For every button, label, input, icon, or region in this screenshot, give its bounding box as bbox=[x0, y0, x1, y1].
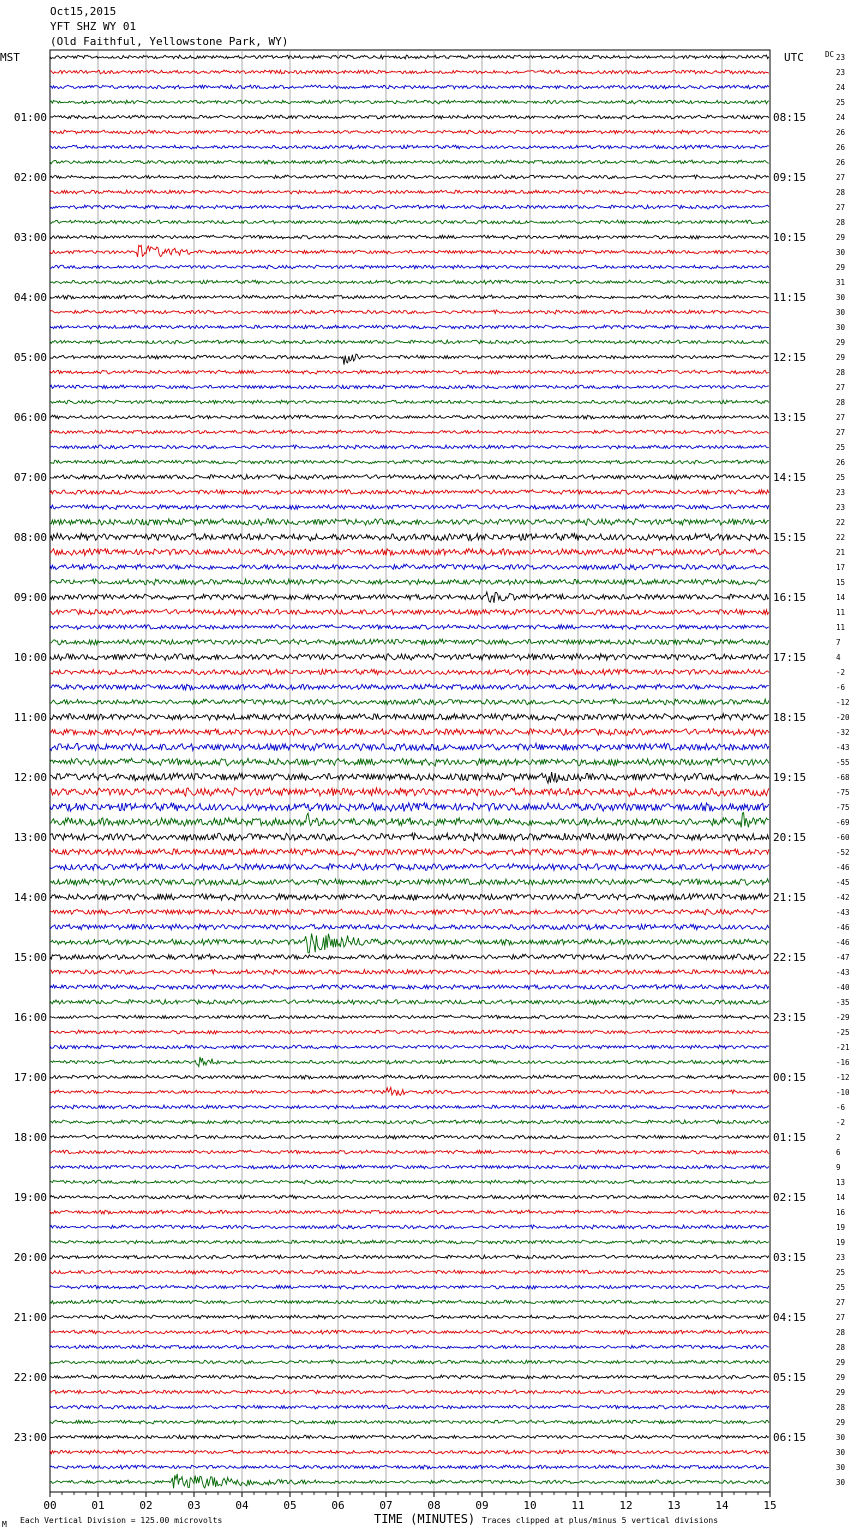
dc-offset-label: 7 bbox=[836, 638, 841, 647]
dc-offset-label: 29 bbox=[836, 263, 846, 272]
right-hour-label: 15:15 bbox=[773, 531, 807, 544]
right-hour-label: 21:15 bbox=[773, 891, 807, 904]
seismic-trace bbox=[50, 833, 769, 841]
dc-offset-label: -29 bbox=[836, 1013, 850, 1022]
dc-offset-label: -68 bbox=[836, 773, 850, 782]
left-hour-label: 13:00 bbox=[13, 831, 47, 844]
seismic-trace bbox=[50, 699, 769, 705]
dc-offset-label: 25 bbox=[836, 443, 846, 452]
seismic-trace bbox=[50, 475, 769, 480]
dc-offset-label: 21 bbox=[836, 548, 846, 557]
x-tick-label: 08 bbox=[427, 1499, 441, 1512]
dc-offset-label: 23 bbox=[836, 503, 846, 512]
dc-offset-label: -46 bbox=[836, 863, 850, 872]
left-hour-label: 06:00 bbox=[13, 411, 47, 424]
dc-offset-label: -2 bbox=[836, 1118, 846, 1127]
seismic-trace bbox=[50, 1390, 769, 1394]
dc-offset-label: 17 bbox=[836, 563, 846, 572]
seismic-trace bbox=[50, 130, 769, 134]
seismic-trace bbox=[50, 1030, 769, 1034]
seismic-trace bbox=[50, 1057, 769, 1067]
right-hour-label: 17:15 bbox=[773, 651, 807, 664]
right-hour-label: 23:15 bbox=[773, 1011, 807, 1024]
left-hour-label: 17:00 bbox=[13, 1071, 47, 1084]
right-hour-label: 02:15 bbox=[773, 1191, 807, 1204]
labels bbox=[14, 53, 850, 1512]
dc-offset-label: 27 bbox=[836, 1298, 846, 1307]
dc-offset-label: 28 bbox=[836, 188, 846, 197]
x-tick-label: 11 bbox=[571, 1499, 585, 1512]
dc-offset-label: 29 bbox=[836, 1358, 846, 1367]
right-hour-label: 03:15 bbox=[773, 1251, 807, 1264]
dc-offset-label: -32 bbox=[836, 728, 850, 737]
seismic-trace bbox=[50, 803, 769, 812]
dc-offset-label: 29 bbox=[836, 1418, 846, 1427]
dc-offset-label: 19 bbox=[836, 1223, 846, 1232]
x-tick-label: 15 bbox=[763, 1499, 777, 1512]
right-hour-label: 12:15 bbox=[773, 351, 807, 364]
left-hour-label: 11:00 bbox=[13, 711, 47, 724]
dc-offset-label: 29 bbox=[836, 1388, 846, 1397]
seismic-trace bbox=[50, 1285, 769, 1289]
dc-offset-label: -42 bbox=[836, 893, 850, 902]
seismic-trace bbox=[50, 788, 769, 797]
seismic-trace bbox=[50, 310, 769, 314]
dc-offset-label: 11 bbox=[836, 623, 846, 632]
seismic-trace bbox=[50, 490, 769, 495]
x-tick-label: 12 bbox=[619, 1499, 633, 1512]
seismic-trace bbox=[50, 1225, 769, 1229]
dc-offset-label: -12 bbox=[836, 698, 850, 707]
seismic-trace bbox=[50, 460, 769, 464]
dc-offset-label: 29 bbox=[836, 353, 846, 362]
left-hour-label: 09:00 bbox=[13, 591, 47, 604]
traces bbox=[50, 55, 769, 1488]
left-timezone-label: MST bbox=[0, 51, 20, 64]
seismic-trace bbox=[50, 1000, 769, 1005]
right-hour-label: 04:15 bbox=[773, 1311, 807, 1324]
seismic-trace bbox=[50, 1045, 769, 1049]
dc-offset-label: -46 bbox=[836, 923, 850, 932]
dc-offset-label: 30 bbox=[836, 248, 846, 257]
seismic-trace bbox=[50, 295, 769, 299]
dc-offset-label: 27 bbox=[836, 413, 846, 422]
left-hour-label: 03:00 bbox=[13, 231, 47, 244]
dc-offset-label: -55 bbox=[836, 758, 850, 767]
dc-offset-label: 24 bbox=[836, 83, 846, 92]
seismic-trace bbox=[50, 55, 769, 59]
left-hour-label: 02:00 bbox=[13, 171, 47, 184]
dc-offset-label: 26 bbox=[836, 458, 846, 467]
seismic-trace bbox=[50, 879, 769, 886]
seismic-trace bbox=[50, 625, 769, 630]
seismic-trace bbox=[50, 549, 769, 556]
seismic-trace bbox=[50, 864, 769, 871]
left-hour-label: 16:00 bbox=[13, 1011, 47, 1024]
dc-offset-label: 28 bbox=[836, 1403, 846, 1412]
seismic-trace bbox=[50, 564, 769, 570]
seismic-trace bbox=[50, 445, 769, 449]
dc-offset-label: 26 bbox=[836, 143, 846, 152]
footer-clip-note: Traces clipped at plus/minus 5 vertical divisions bbox=[482, 1516, 719, 1525]
dc-offset-label: 29 bbox=[836, 233, 846, 242]
seismic-trace bbox=[50, 1240, 769, 1244]
left-hour-label: 23:00 bbox=[13, 1431, 47, 1444]
seismic-trace bbox=[50, 1015, 769, 1019]
dc-offset-label: -46 bbox=[836, 938, 850, 947]
seismic-trace bbox=[50, 245, 769, 257]
seismic-trace bbox=[50, 519, 769, 526]
dc-offset-label: 28 bbox=[836, 398, 846, 407]
right-hour-label: 11:15 bbox=[773, 291, 807, 304]
seismic-trace bbox=[50, 175, 769, 179]
x-tick-label: 04 bbox=[235, 1499, 249, 1512]
left-hour-label: 05:00 bbox=[13, 351, 47, 364]
seismic-trace bbox=[50, 1450, 769, 1454]
dc-offset-label: 23 bbox=[836, 68, 846, 77]
left-hour-label: 07:00 bbox=[13, 471, 47, 484]
x-tick-label: 09 bbox=[475, 1499, 489, 1512]
x-tick-label: 05 bbox=[283, 1499, 297, 1512]
seismic-trace bbox=[50, 684, 769, 690]
seismic-trace bbox=[50, 654, 769, 661]
seismic-trace bbox=[50, 533, 769, 541]
dc-offset-label: 28 bbox=[836, 218, 846, 227]
dc-offset-label: 11 bbox=[836, 608, 846, 617]
dc-offset-label: 27 bbox=[836, 173, 846, 182]
dc-offset-label: 27 bbox=[836, 203, 846, 212]
station-code: YFT SHZ WY 01 bbox=[50, 20, 137, 33]
dc-offset-label: 28 bbox=[836, 368, 846, 377]
seismic-trace bbox=[50, 1345, 769, 1349]
left-hour-label: 15:00 bbox=[13, 951, 47, 964]
x-tick-label: 02 bbox=[139, 1499, 153, 1512]
dc-offset-label: -75 bbox=[836, 788, 850, 797]
right-hour-label: 01:15 bbox=[773, 1131, 807, 1144]
seismic-trace bbox=[50, 1315, 769, 1319]
seismic-trace bbox=[50, 370, 769, 374]
seismic-trace bbox=[50, 1465, 769, 1469]
seismic-trace bbox=[50, 813, 769, 828]
dc-offset-label: -20 bbox=[836, 713, 850, 722]
dc-offset-label: 30 bbox=[836, 1448, 846, 1457]
dc-label: DC bbox=[825, 50, 835, 59]
seismic-trace bbox=[50, 505, 769, 510]
seismic-trace bbox=[50, 1405, 769, 1409]
seismic-trace bbox=[50, 970, 769, 975]
dc-offset-label: 16 bbox=[836, 1208, 846, 1217]
seismic-trace bbox=[50, 579, 769, 585]
dc-offset-label: -6 bbox=[836, 1103, 846, 1112]
seismic-trace bbox=[50, 190, 769, 194]
dc-offset-label: 27 bbox=[836, 383, 846, 392]
dc-offset-label: -21 bbox=[836, 1043, 850, 1052]
seismic-trace bbox=[50, 1195, 769, 1199]
dc-offset-label: 25 bbox=[836, 1268, 846, 1277]
dc-offset-label: 30 bbox=[836, 323, 846, 332]
seismic-trace bbox=[50, 1150, 769, 1154]
seismic-trace bbox=[50, 280, 769, 284]
left-hour-label: 22:00 bbox=[13, 1371, 47, 1384]
seismic-trace bbox=[50, 743, 769, 750]
right-hour-label: 05:15 bbox=[773, 1371, 807, 1384]
seismic-trace bbox=[50, 1105, 769, 1109]
dc-offset-label: 30 bbox=[836, 1433, 846, 1442]
left-hour-label: 21:00 bbox=[13, 1311, 47, 1324]
seismic-trace bbox=[50, 430, 769, 434]
dc-offset-label: -43 bbox=[836, 743, 850, 752]
dc-offset-label: 28 bbox=[836, 1343, 846, 1352]
dc-offset-label: 30 bbox=[836, 1463, 846, 1472]
seismic-trace bbox=[50, 415, 769, 419]
dc-offset-label: 24 bbox=[836, 113, 846, 122]
dc-offset-label: 15 bbox=[836, 578, 846, 587]
dc-offset-label: -60 bbox=[836, 833, 850, 842]
seismic-trace bbox=[50, 1120, 769, 1124]
seismic-trace bbox=[50, 609, 769, 615]
dc-offset-label: -40 bbox=[836, 983, 850, 992]
seismic-trace bbox=[50, 70, 769, 74]
x-tick-label: 00 bbox=[43, 1499, 57, 1512]
seismic-trace bbox=[50, 1474, 769, 1489]
dc-offset-label: 30 bbox=[836, 1478, 846, 1487]
seismic-trace bbox=[50, 909, 769, 915]
left-hour-label: 12:00 bbox=[13, 771, 47, 784]
dc-offset-label: 27 bbox=[836, 1313, 846, 1322]
seismic-trace bbox=[50, 1135, 769, 1139]
dc-offset-label: -45 bbox=[836, 878, 850, 887]
seismic-trace bbox=[50, 924, 769, 930]
seismic-trace bbox=[50, 1165, 769, 1169]
dc-offset-label: -75 bbox=[836, 803, 850, 812]
dc-offset-label: 23 bbox=[836, 1253, 846, 1262]
x-tick-label: 06 bbox=[331, 1499, 345, 1512]
dc-offset-label: 26 bbox=[836, 128, 846, 137]
x-tick-label: 03 bbox=[187, 1499, 201, 1512]
seismic-trace bbox=[50, 160, 769, 164]
seismic-trace bbox=[50, 1180, 769, 1184]
right-timezone-label: UTC bbox=[784, 51, 804, 64]
seismic-trace bbox=[50, 934, 769, 954]
seismic-trace bbox=[50, 1435, 769, 1439]
dc-offset-label: -43 bbox=[836, 968, 850, 977]
footer-division-note: Each Vertical Division = 125.00 microvolts bbox=[20, 1516, 223, 1525]
dc-offset-label: -10 bbox=[836, 1088, 850, 1097]
seismic-trace bbox=[50, 400, 769, 404]
dc-offset-label: 23 bbox=[836, 53, 846, 62]
dc-offset-label: 2 bbox=[836, 1133, 841, 1142]
dc-offset-label: 22 bbox=[836, 533, 846, 542]
dc-offset-label: 30 bbox=[836, 293, 846, 302]
dc-offset-label: 23 bbox=[836, 488, 846, 497]
seismic-trace bbox=[50, 1300, 769, 1304]
seismic-trace bbox=[50, 714, 769, 721]
left-hour-label: 08:00 bbox=[13, 531, 47, 544]
dc-offset-label: 25 bbox=[836, 1283, 846, 1292]
seismic-trace bbox=[50, 220, 769, 224]
right-hour-label: 13:15 bbox=[773, 411, 807, 424]
seismic-trace bbox=[50, 954, 769, 960]
left-hour-label: 19:00 bbox=[13, 1191, 47, 1204]
right-hour-label: 06:15 bbox=[773, 1431, 807, 1444]
seismic-trace bbox=[50, 1075, 769, 1079]
x-tick-label: 10 bbox=[523, 1499, 537, 1512]
left-hour-label: 18:00 bbox=[13, 1131, 47, 1144]
dc-offset-label: -16 bbox=[836, 1058, 850, 1067]
dc-offset-label: -69 bbox=[836, 818, 850, 827]
right-hour-label: 19:15 bbox=[773, 771, 807, 784]
seismic-trace bbox=[50, 235, 769, 239]
footer-mark: M bbox=[2, 1520, 7, 1529]
dc-offset-label: 25 bbox=[836, 98, 846, 107]
left-hour-label: 10:00 bbox=[13, 651, 47, 664]
dc-offset-label: 13 bbox=[836, 1178, 846, 1187]
right-hour-label: 09:15 bbox=[773, 171, 807, 184]
left-hour-label: 01:00 bbox=[13, 111, 47, 124]
right-hour-label: 10:15 bbox=[773, 231, 807, 244]
dc-offset-label: 14 bbox=[836, 593, 846, 602]
x-tick-label: 14 bbox=[715, 1499, 729, 1512]
dc-offset-label: 27 bbox=[836, 428, 846, 437]
seismic-trace bbox=[50, 385, 769, 389]
dc-offset-label: 28 bbox=[836, 1328, 846, 1337]
right-hour-label: 20:15 bbox=[773, 831, 807, 844]
seismic-trace bbox=[50, 894, 769, 901]
plot-date: Oct15,2015 bbox=[50, 5, 117, 18]
seismic-trace bbox=[50, 1087, 769, 1095]
dc-offset-label: 26 bbox=[836, 158, 846, 167]
right-hour-label: 16:15 bbox=[773, 591, 807, 604]
seismic-trace bbox=[50, 1210, 769, 1214]
seismic-trace bbox=[50, 985, 769, 990]
seismic-trace bbox=[50, 115, 769, 119]
left-hour-label: 04:00 bbox=[13, 291, 47, 304]
seismic-trace bbox=[50, 772, 769, 783]
seismic-trace bbox=[50, 1420, 769, 1424]
dc-offset-label: 4 bbox=[836, 653, 841, 662]
station-location: (Old Faithful, Yellowstone Park, WY) bbox=[50, 35, 289, 48]
dc-offset-label: -6 bbox=[836, 683, 846, 692]
seismic-trace bbox=[50, 669, 769, 675]
x-tick-label: 01 bbox=[91, 1499, 105, 1512]
seismic-trace bbox=[50, 1255, 769, 1259]
dc-offset-label: -47 bbox=[836, 953, 850, 962]
seismic-trace bbox=[50, 100, 769, 104]
seismic-trace bbox=[50, 340, 769, 344]
seismic-trace bbox=[50, 354, 769, 365]
seismic-trace bbox=[50, 729, 769, 736]
seismic-trace bbox=[50, 1270, 769, 1274]
seismic-trace bbox=[50, 758, 769, 766]
right-hour-label: 14:15 bbox=[773, 471, 807, 484]
dc-offset-label: -52 bbox=[836, 848, 850, 857]
dc-offset-label: 22 bbox=[836, 518, 846, 527]
seismic-trace bbox=[50, 325, 769, 329]
seismic-trace bbox=[50, 849, 769, 856]
right-hour-label: 18:15 bbox=[773, 711, 807, 724]
dc-offset-label: 30 bbox=[836, 308, 846, 317]
seismic-trace bbox=[50, 592, 769, 603]
seismic-trace bbox=[50, 639, 769, 645]
left-hour-label: 14:00 bbox=[13, 891, 47, 904]
seismic-trace bbox=[50, 145, 769, 149]
dc-offset-label: 29 bbox=[836, 338, 846, 347]
dc-offset-label: 29 bbox=[836, 1373, 846, 1382]
right-hour-label: 22:15 bbox=[773, 951, 807, 964]
dc-offset-label: 14 bbox=[836, 1193, 846, 1202]
dc-offset-label: 25 bbox=[836, 473, 846, 482]
dc-offset-label: -12 bbox=[836, 1073, 850, 1082]
x-tick-label: 13 bbox=[667, 1499, 681, 1512]
right-hour-label: 00:15 bbox=[773, 1071, 807, 1084]
seismic-trace bbox=[50, 265, 769, 269]
dc-offset-label: -35 bbox=[836, 998, 850, 1007]
x-axis-title: TIME (MINUTES) bbox=[374, 1512, 476, 1526]
right-hour-label: 08:15 bbox=[773, 111, 807, 124]
seismic-trace bbox=[50, 205, 769, 209]
seismic-trace bbox=[50, 1330, 769, 1334]
seismic-trace bbox=[50, 1360, 769, 1364]
dc-offset-label: -25 bbox=[836, 1028, 850, 1037]
seismic-trace bbox=[50, 85, 769, 89]
seismic-trace bbox=[50, 1375, 769, 1379]
dc-offset-label: 31 bbox=[836, 278, 846, 287]
dc-offset-label: -43 bbox=[836, 908, 850, 917]
dc-offset-label: 6 bbox=[836, 1148, 841, 1157]
dc-offset-label: -2 bbox=[836, 668, 846, 677]
dc-offset-label: 19 bbox=[836, 1238, 846, 1247]
left-hour-label: 20:00 bbox=[13, 1251, 47, 1264]
dc-offset-label: 9 bbox=[836, 1163, 841, 1172]
x-tick-label: 07 bbox=[379, 1499, 393, 1512]
